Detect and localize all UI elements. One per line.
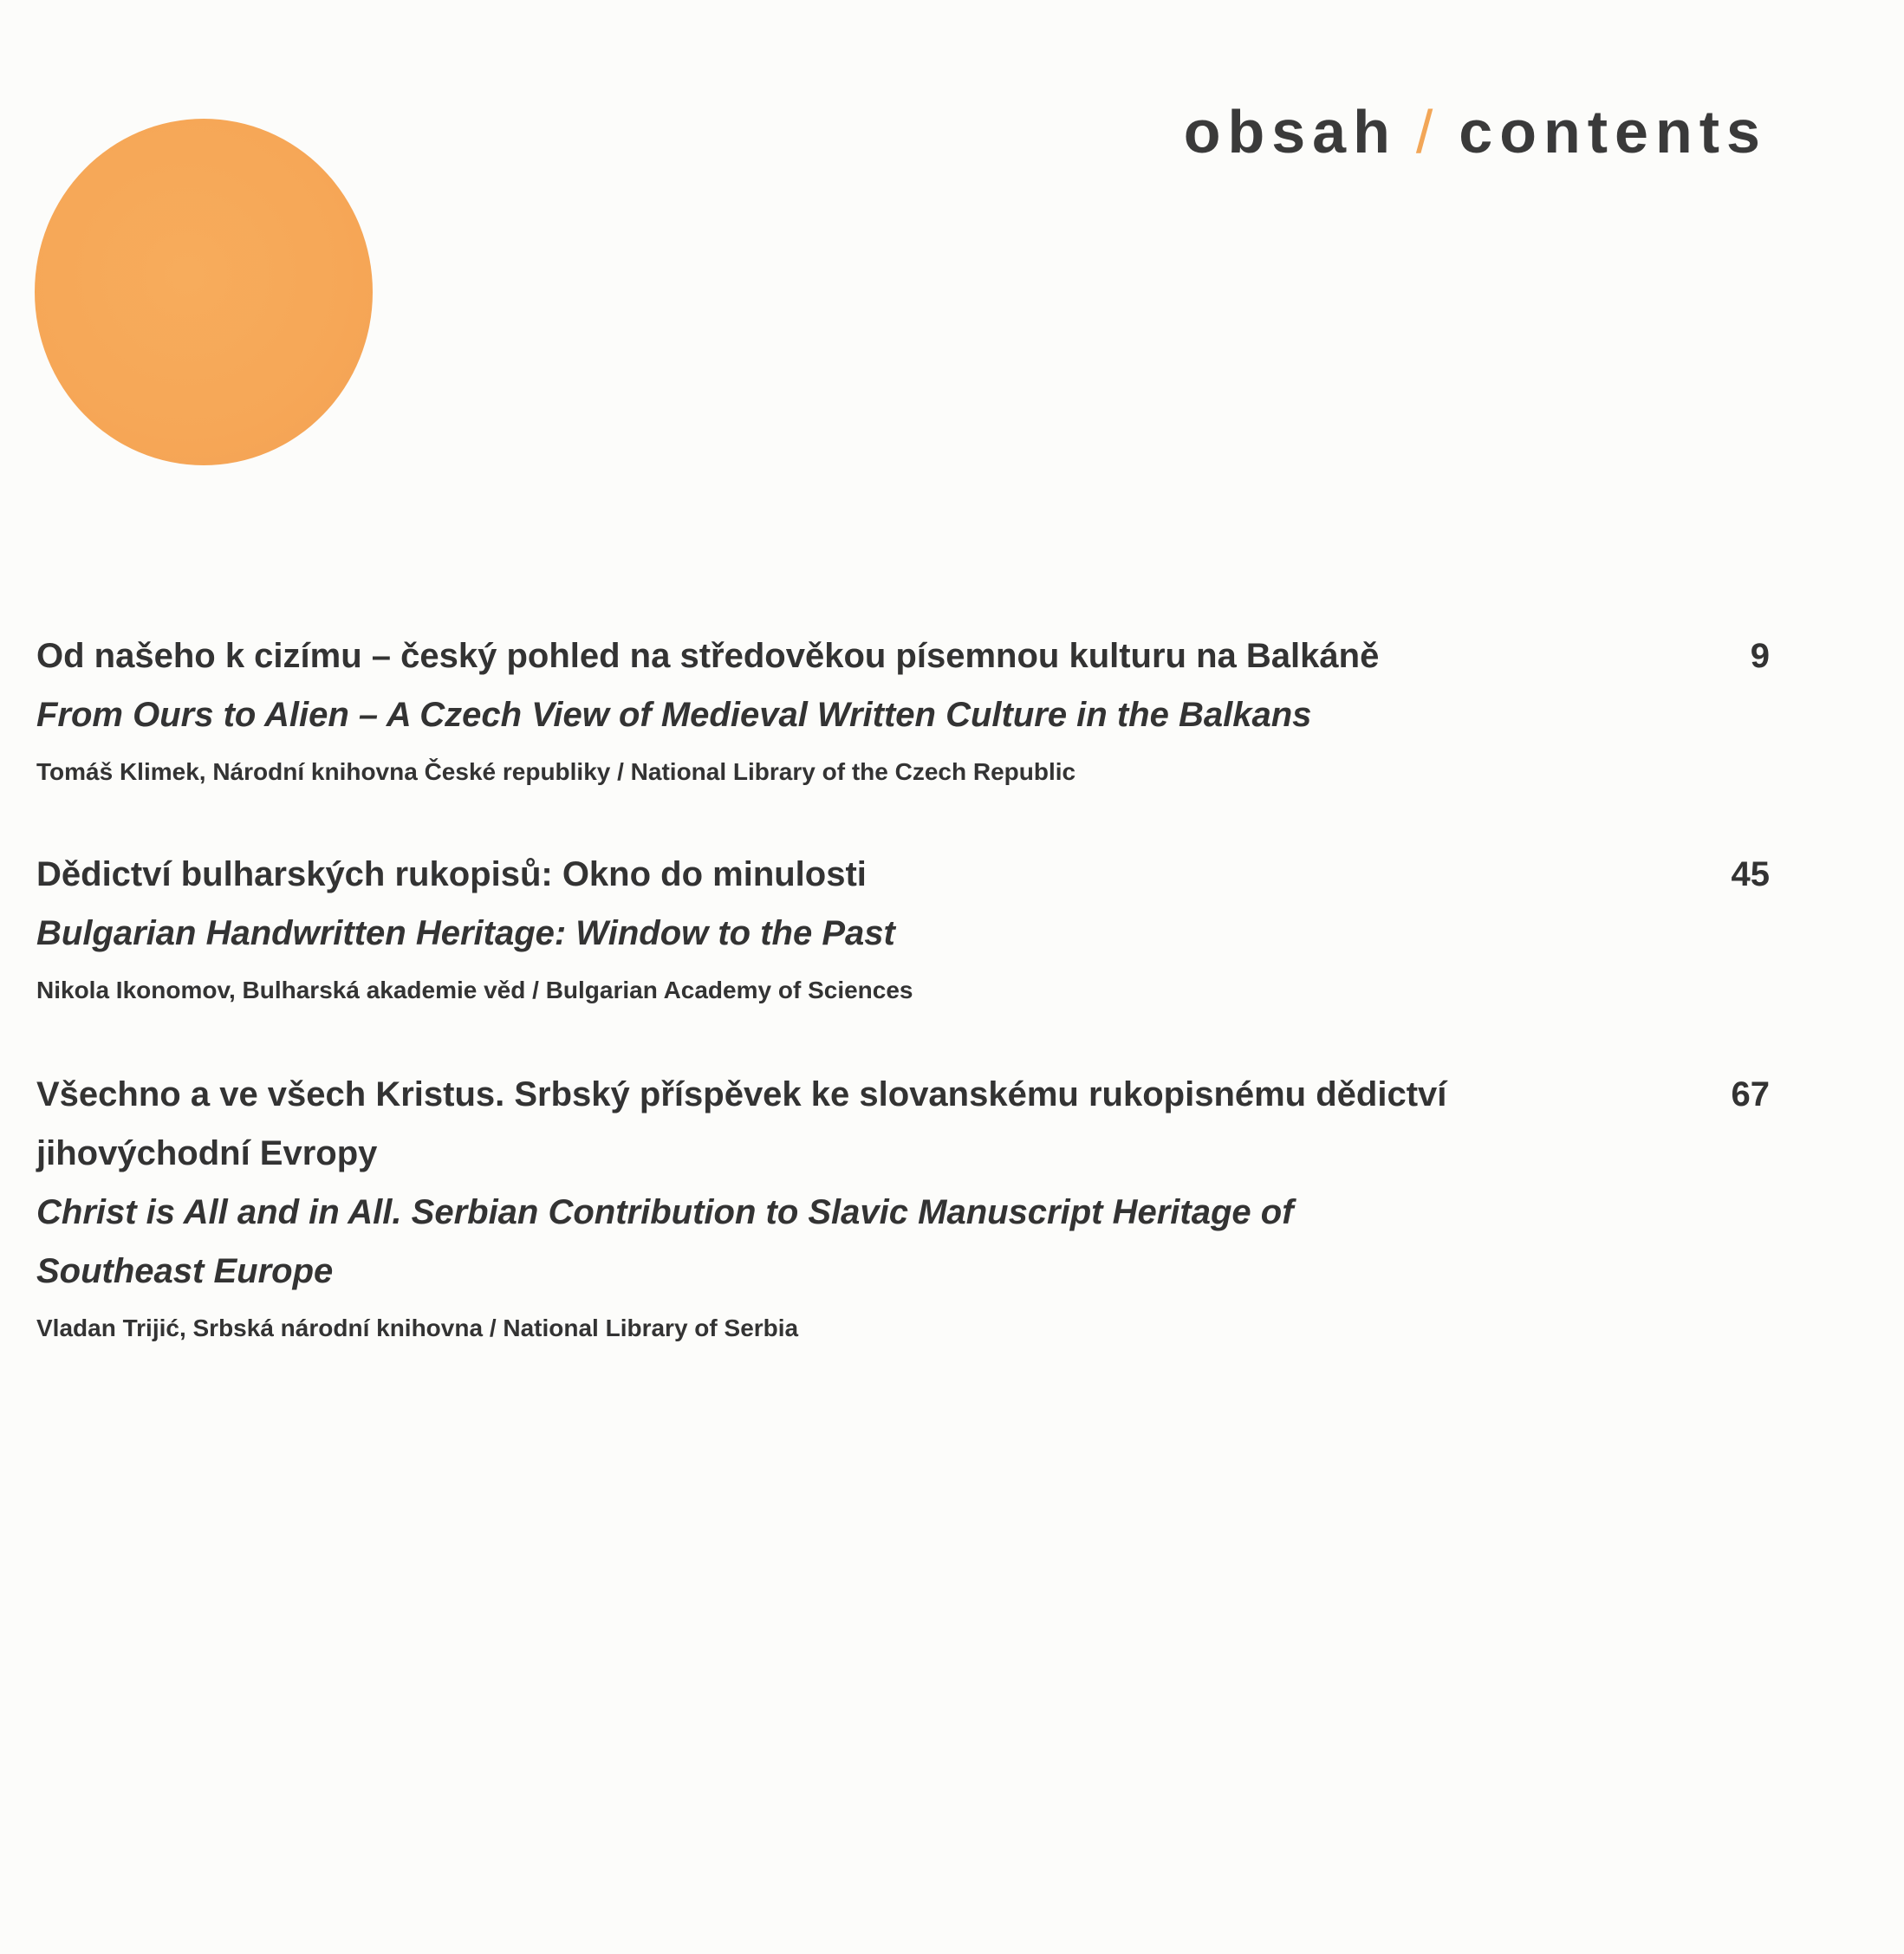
entry-page-number: 67 (1731, 1075, 1770, 1113)
toc-entry[interactable] (36, 845, 1770, 1008)
entry-author: Nikola Ikonomov, Bulharská akademie věd / Bulgarian Academy of Sciences (36, 977, 913, 1003)
entry-page-number: 45 (1731, 855, 1770, 893)
title-separator: / (1415, 98, 1440, 166)
entry-english-title: Christ is All and in All. Serbian Contribution to Slavic Manuscript Heritage of Southeast Europe (36, 1193, 1294, 1290)
entry-author: Tomáš Klimek, Národní knihovna České republiky / National Library of the Czech Republic (36, 758, 1076, 785)
toc-entry[interactable] (36, 1065, 1770, 1346)
entry-czech-title: Od našeho k cizímu – český pohled na středověkou písemnou kulturu na Balkáně (36, 637, 1380, 675)
title-english: contents (1459, 98, 1767, 166)
entry-czech-title: Dědictví bulharských rukopisů: Okno do minulosti (36, 855, 867, 893)
entry-page-number: 9 (1750, 637, 1770, 675)
entry-czech-title: Všechno a ve všech Kristus. Srbský příspěvek ke slovanskému rukopisnému dědictví jihovýchodní Evropy (36, 1075, 1447, 1172)
entry-english-title: Bulgarian Handwritten Heritage: Window to the Past (36, 914, 895, 952)
page-title (1184, 97, 1767, 166)
toc-entry[interactable] (36, 626, 1770, 789)
decorative-orange-circle (35, 119, 373, 465)
entry-english-title: From Ours to Alien – A Czech View of Medieval Written Culture in the Balkans (36, 696, 1312, 734)
entry-author: Vladan Trijić, Srbská národní knihovna / National Library of Serbia (36, 1315, 799, 1341)
title-czech: obsah (1183, 98, 1397, 166)
